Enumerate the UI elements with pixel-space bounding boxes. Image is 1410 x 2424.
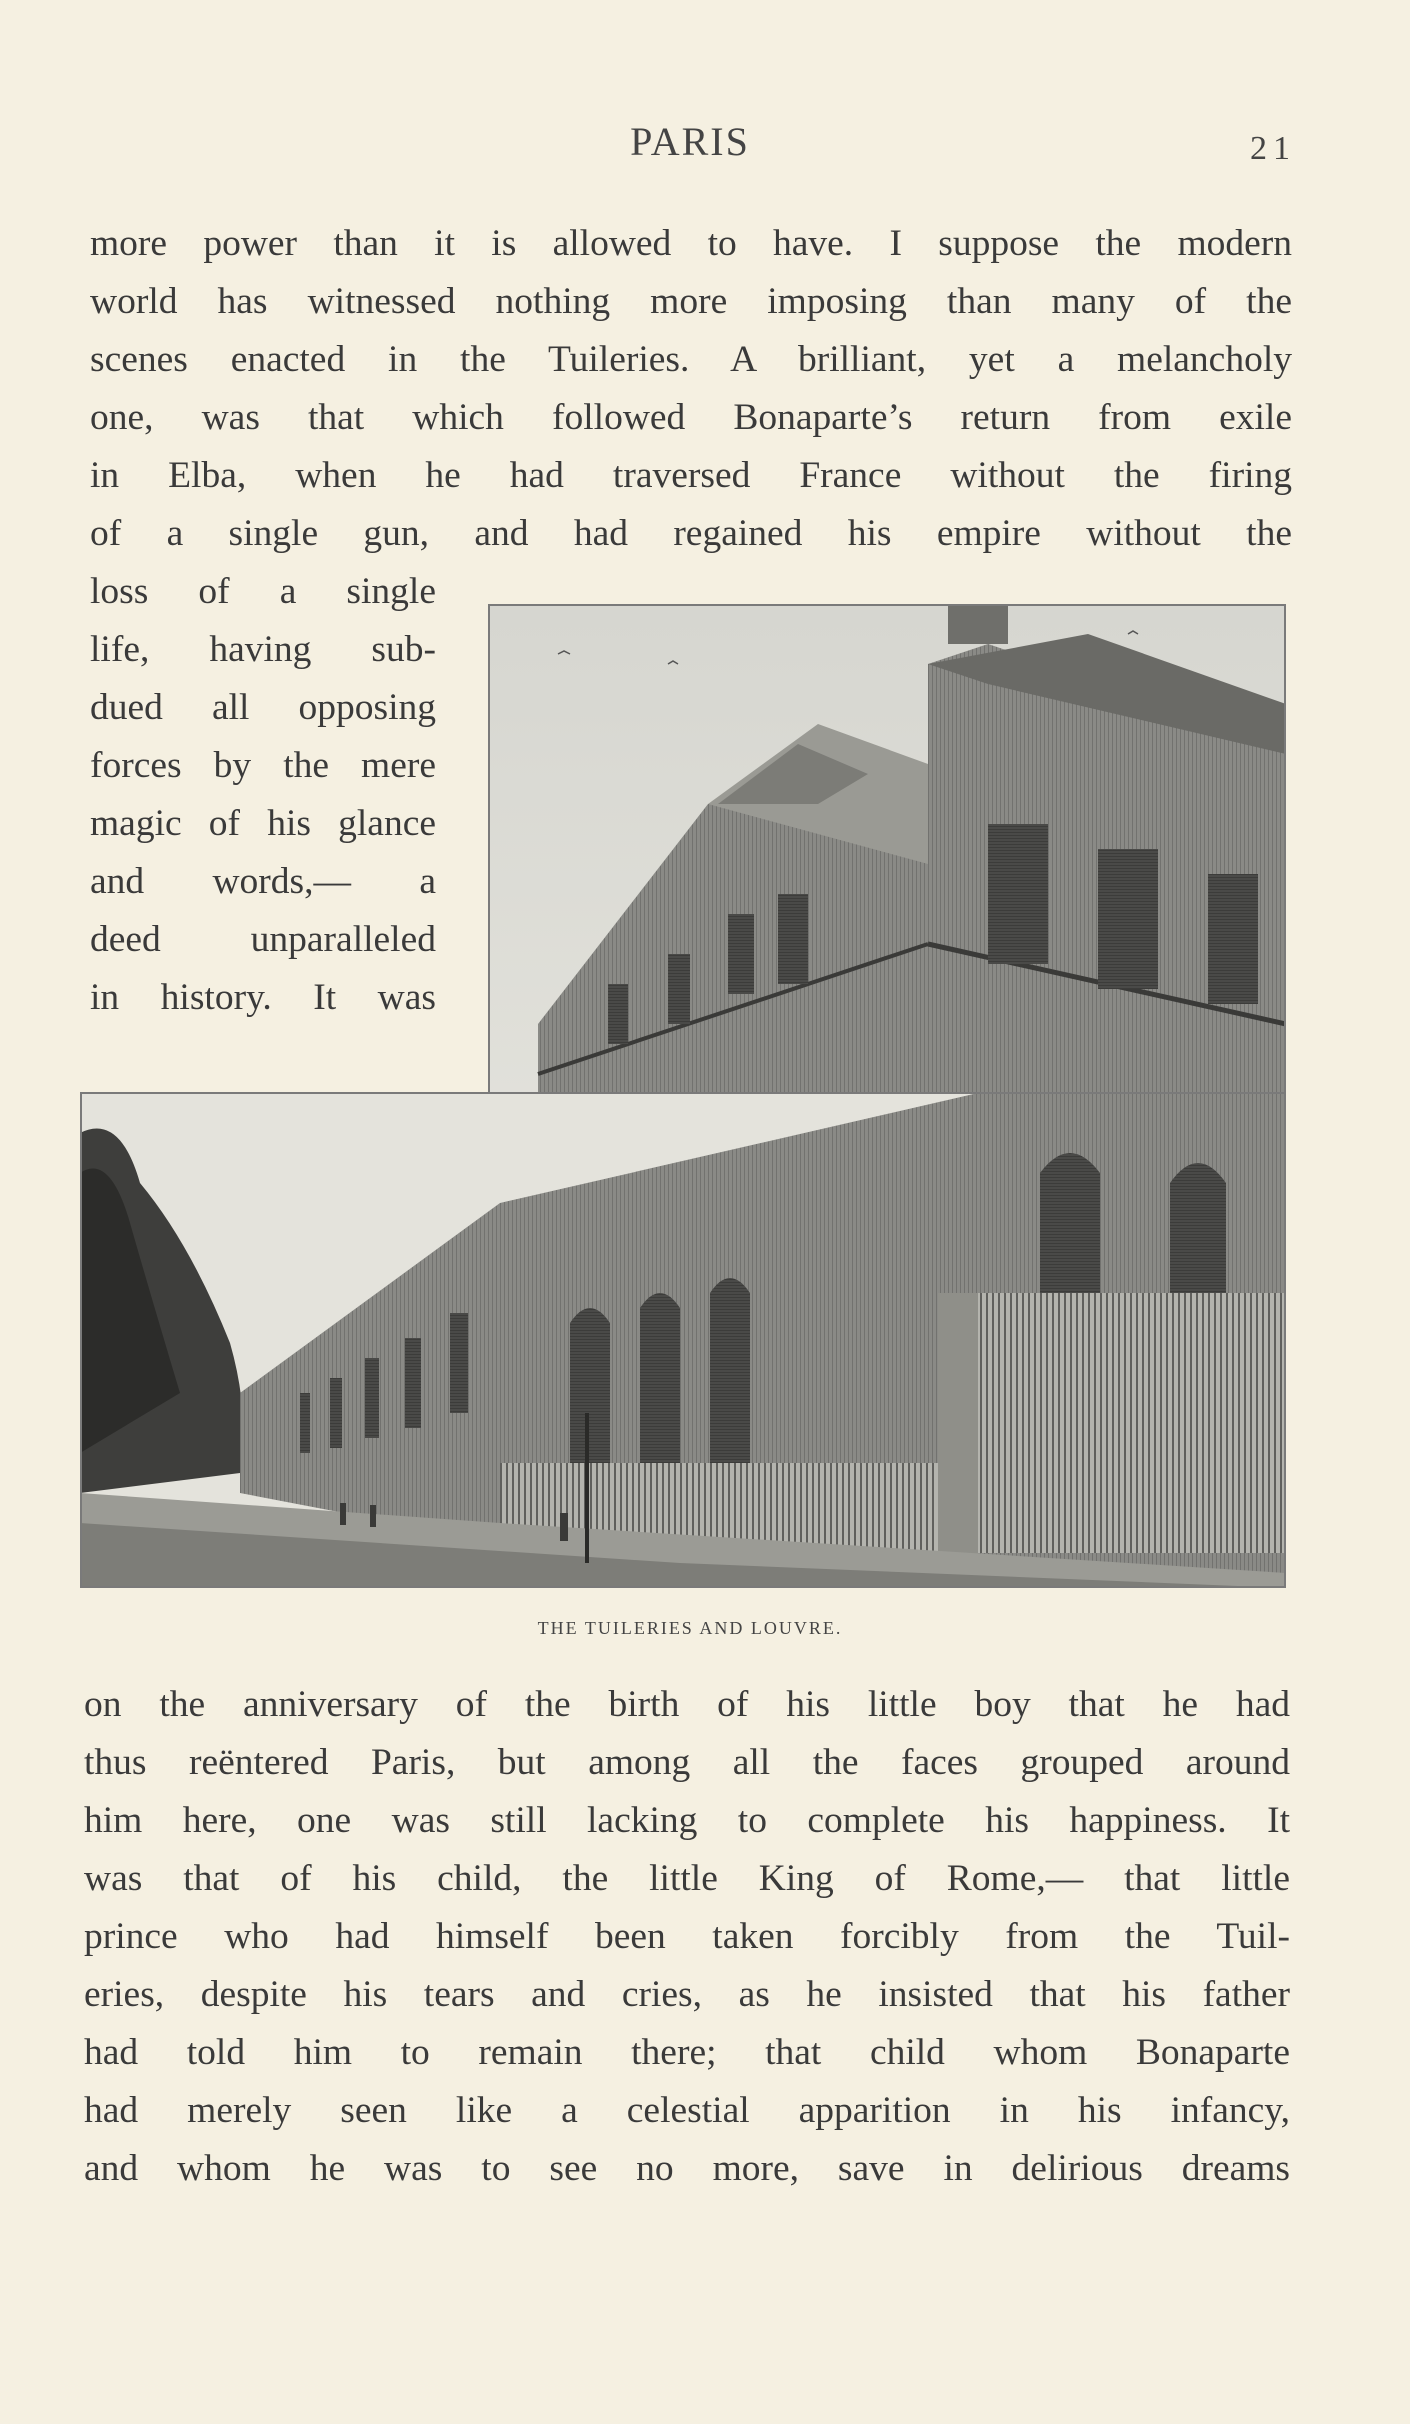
side-text-line: in history. It was [90, 977, 436, 1018]
text-line: had merely seen like a celestial apparition in his infancy, [84, 2090, 1290, 2131]
side-text-line: dued all opposing [90, 687, 436, 728]
text-line: prince who had himself been taken forcibly from the Tuil- [84, 1916, 1290, 1957]
engraving-illustration-street [80, 1093, 1286, 1588]
text-line: world has witnessed nothing more imposing than many of the [90, 281, 1292, 322]
side-text-line: loss of a single [90, 571, 436, 612]
running-title: PARIS [630, 119, 750, 164]
text-line: and whom he was to see no more, save in delirious dreams [84, 2148, 1290, 2189]
text-line: him here, one was still lacking to complete his happiness. It [84, 1800, 1290, 1841]
text-line: in Elba, when he had traversed France without the firing [90, 455, 1292, 496]
text-line: eries, despite his tears and cries, as he insisted that his father [84, 1974, 1290, 2015]
side-text-line: and words,— a [90, 861, 436, 902]
figure-engraving-lower [80, 1093, 1286, 1588]
page-number: 21 [1250, 130, 1296, 167]
text-line: was that of his child, the little King of Rome,— that little [84, 1858, 1290, 1899]
text-line: one, was that which followed Bonaparte’s return from exile [90, 397, 1292, 438]
figure-caption: THE TUILERIES AND LOUVRE. [537, 1618, 843, 1638]
text-line: thus reëntered Paris, but among all the faces grouped around [84, 1742, 1290, 1783]
side-text-line: deed unparalleled [90, 919, 436, 960]
side-text-line: magic of his glance [90, 803, 436, 844]
text-line: had told him to remain there; that child whom Bonaparte [84, 2032, 1290, 2073]
text-line: of a single gun, and had regained his empire without the [90, 513, 1292, 554]
text-line: scenes enacted in the Tuileries. A brilliant, yet a melancholy [90, 339, 1292, 380]
figure-border-notch [80, 1092, 490, 1094]
text-line: more power than it is allowed to have. I suppose the modern [90, 223, 1292, 264]
text-line: on the anniversary of the birth of his little boy that he had [84, 1684, 1290, 1725]
side-text-line: life, having sub- [90, 629, 436, 670]
side-text-line: forces by the mere [90, 745, 436, 786]
